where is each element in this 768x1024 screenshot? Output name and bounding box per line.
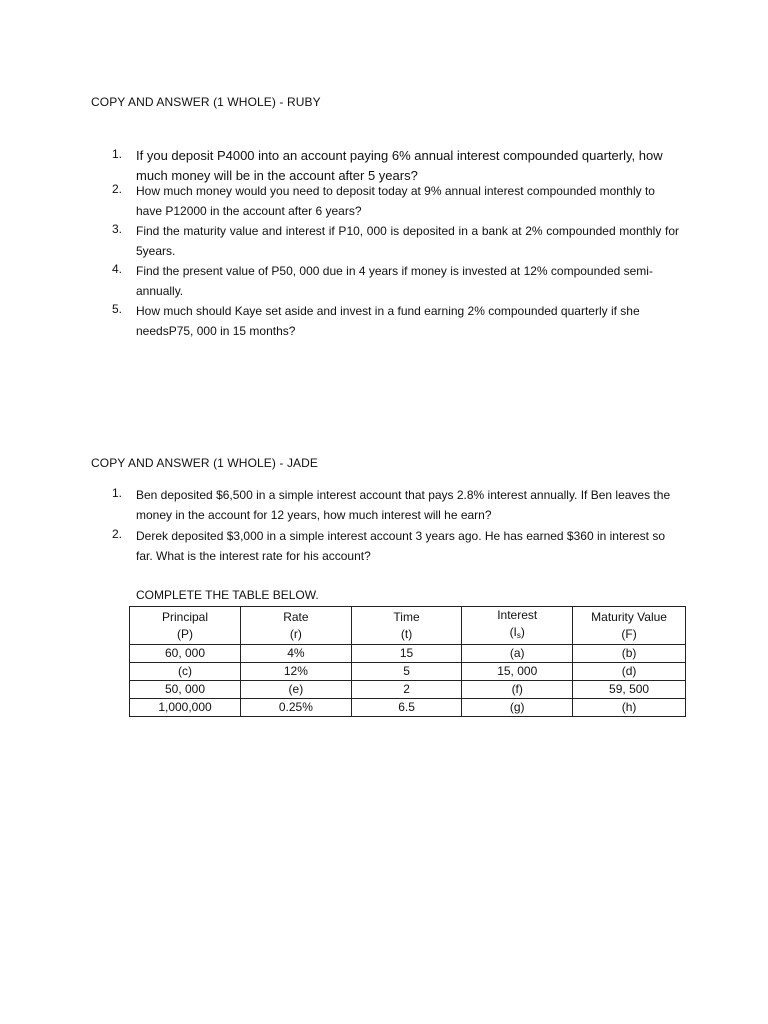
question-text: How much money would you need to deposit today at 9% annual interest compounded monthly to have P12000 in the account after 6 years? (136, 184, 655, 218)
table-cell: 1,000,000 (130, 699, 241, 717)
table-cell: (h) (573, 699, 686, 717)
header-symbol: (P) (177, 626, 194, 641)
question-number: 1. (112, 147, 123, 161)
question-text: If you deposit P4000 into an account paying 6% annual interest compounded quarterly, how much money will be in the account after 5 years? (136, 148, 663, 183)
section-heading-jade: COPY AND ANSWER (1 WHOLE) - JADE (91, 456, 319, 470)
table-cell: 59, 500 (573, 681, 686, 699)
table-row (130, 681, 686, 699)
table-cell: 50, 000 (130, 681, 241, 699)
table-row (130, 663, 686, 681)
table-cell: (a) (462, 645, 573, 663)
section-heading-ruby: COPY AND ANSWER (1 WHOLE) - RUBY (91, 95, 321, 109)
table-cell: (c) (130, 663, 241, 681)
table-cell: 12% (241, 663, 352, 681)
question-text: Find the maturity value and interest if P10, 000 is deposited in a bank at 2% compounded monthly for 5years. (136, 224, 679, 258)
header-symbol-open: (I (509, 625, 517, 639)
header-symbol: (t) (400, 626, 413, 641)
question-text: Derek deposited $3,000 in a simple interest account 3 years ago. He has earned $360 in interest so far. What is the interest rate for his account? (136, 529, 665, 563)
column-header-principal (130, 607, 241, 645)
table-cell: 2 (351, 681, 462, 699)
column-header-interest (462, 607, 573, 645)
interest-table (129, 606, 686, 717)
table-cell: (e) (241, 681, 352, 699)
column-header-maturity-value (573, 607, 686, 645)
question-number: 4. (112, 262, 123, 276)
question-text: How much should Kaye set aside and invest in a fund earning 2% compounded quarterly if she needsP75, 000 in 15 months? (136, 304, 640, 338)
table-cell: (f) (462, 681, 573, 699)
header-name: Rate (283, 609, 309, 624)
header-symbol-subscript: s (516, 631, 521, 640)
table-cell: (d) (573, 663, 686, 681)
header-name: Time (393, 609, 420, 624)
question-number: 2. (112, 182, 123, 196)
table-caption: COMPLETE THE TABLE BELOW. (136, 588, 319, 602)
table-header-row (130, 607, 686, 645)
table-cell: 5 (351, 663, 462, 681)
table-row (130, 645, 686, 663)
header-symbol-close: ) (520, 625, 525, 639)
table-cell: 15, 000 (462, 663, 573, 681)
header-name: Maturity Value (591, 609, 667, 624)
header-symbol: (F) (621, 626, 637, 641)
table-cell: (b) (573, 645, 686, 663)
question-number: 2. (112, 527, 123, 541)
question-number: 1. (112, 486, 123, 500)
header-symbol: (r) (289, 626, 302, 641)
question-number: 5. (112, 302, 123, 316)
table-row (130, 699, 686, 717)
question-text: Find the present value of P50, 000 due in 4 years if money is invested at 12% compounded semi-annually. (136, 264, 653, 298)
header-symbol (462, 624, 572, 644)
header-name: Principal (162, 609, 209, 624)
table-cell: 0.25% (241, 699, 352, 717)
header-name: Interest (497, 608, 538, 622)
question-text: Ben deposited $6,500 in a simple interest account that pays 2.8% interest annually. If Ben leaves the money in the account for 12 years, how much interest will he earn? (136, 488, 671, 522)
table-cell: 60, 000 (130, 645, 241, 663)
column-header-time (351, 607, 462, 645)
table-cell: (g) (462, 699, 573, 717)
column-header-rate (241, 607, 352, 645)
question-number: 3. (112, 222, 123, 236)
table-cell: 6.5 (351, 699, 462, 717)
table-cell: 4% (241, 645, 352, 663)
table-cell: 15 (351, 645, 462, 663)
